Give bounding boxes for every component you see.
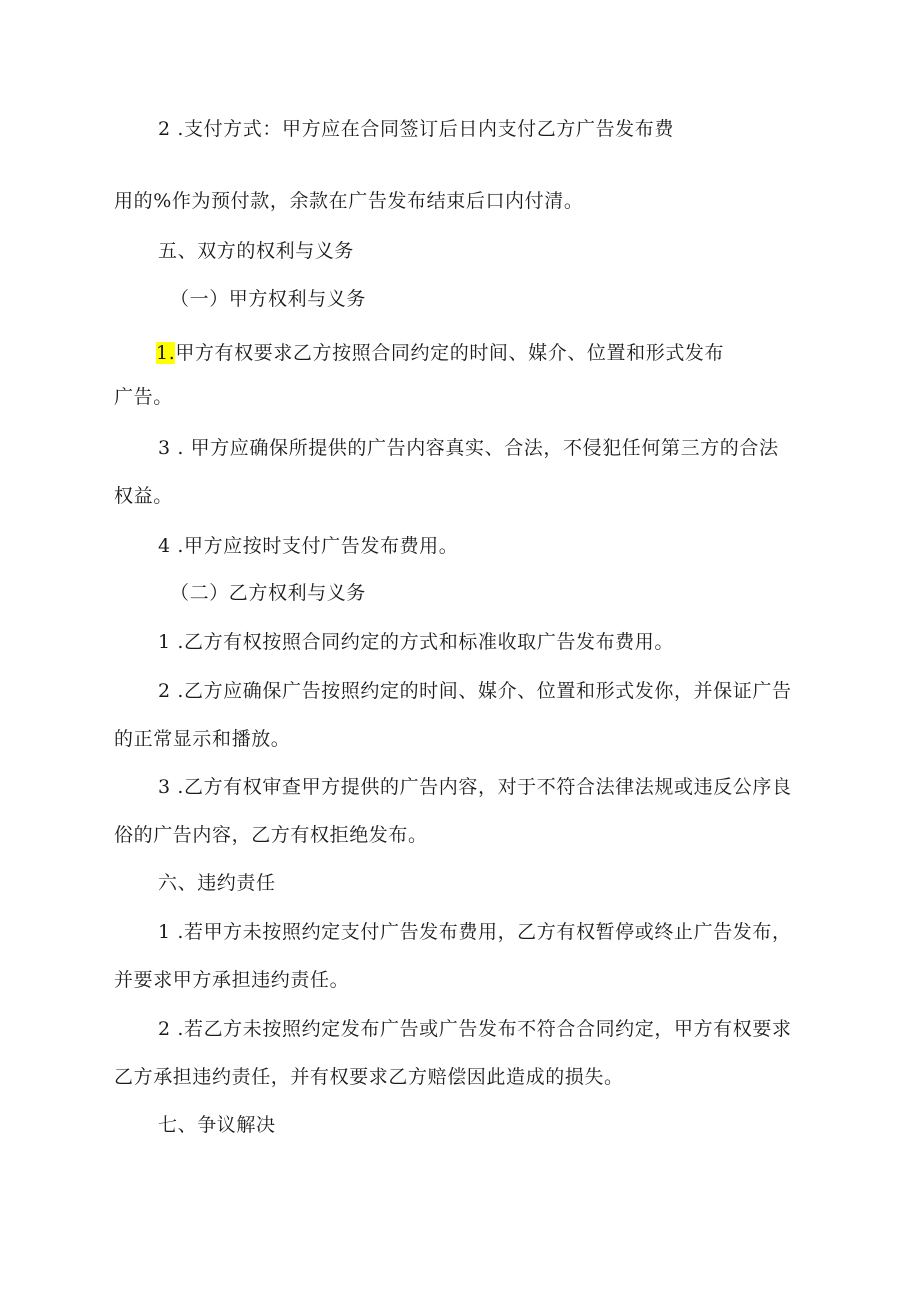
section-six-heading: 六、违约责任 bbox=[158, 872, 276, 894]
breach-clause-2-line-1: 2 .若乙方未按照约定发布广告或广告发布不符合合同约定，甲方有权要求 bbox=[158, 1018, 792, 1040]
party-b-subheading: （二）乙方权利与义务 bbox=[170, 582, 367, 604]
section-seven-heading: 七、争议解决 bbox=[158, 1114, 276, 1136]
breach-clause-1-line-2: 并要求甲方承担违约责任。 bbox=[114, 969, 350, 991]
party-a-subheading: （一）甲方权利与义务 bbox=[170, 288, 367, 310]
payment-method-line-1: 2 .支付方式：甲方应在合同签订后日内支付乙方广告发布费 bbox=[158, 118, 674, 140]
section-five-heading: 五、双方的权利与义务 bbox=[158, 240, 355, 262]
breach-clause-2-line-2: 乙方承担违约责任，并有权要求乙方赔偿因此造成的损失。 bbox=[114, 1066, 624, 1088]
party-a-clause-4: 4 .甲方应按时支付广告发布费用。 bbox=[158, 535, 459, 557]
party-b-clause-2-line-1: 2 .乙方应确保广告按照约定的时间、媒介、位置和形式发你，并保证广告 bbox=[158, 680, 792, 702]
breach-clause-1-line-1: 1 .若甲方未按照约定支付广告发布费用，乙方有权暂停或终止广告发布， bbox=[158, 921, 792, 943]
party-b-clause-2-line-2: 的正常显示和播放。 bbox=[114, 728, 291, 750]
party-a-clause-1-line-1 bbox=[156, 339, 724, 367]
highlighted-clause-number: 1. bbox=[156, 342, 176, 364]
party-a-clause-3-line-1: 3 . 甲方应确保所提供的广告内容真实、合法，不侵犯任何第三方的合法 bbox=[158, 437, 779, 459]
party-b-clause-1: 1 .乙方有权按照合同约定的方式和标准收取广告发布费用。 bbox=[158, 631, 674, 653]
party-b-clause-3-line-1: 3 .乙方有权审查甲方提供的广告内容，对于不符合法律法规或违反公序良 bbox=[158, 776, 792, 798]
party-b-clause-3-line-2: 俗的广告内容，乙方有权拒绝发布。 bbox=[114, 824, 428, 846]
party-a-clause-1-line-2: 广告。 bbox=[114, 386, 173, 408]
party-a-clause-3-line-2: 权益。 bbox=[114, 485, 173, 507]
clause-text: 甲方有权要求乙方按照合同约定的时间、媒介、位置和形式发布 bbox=[175, 342, 725, 364]
payment-method-line-2: 用的%作为预付款，余款在广告发布结束后口内付清。 bbox=[114, 190, 584, 212]
